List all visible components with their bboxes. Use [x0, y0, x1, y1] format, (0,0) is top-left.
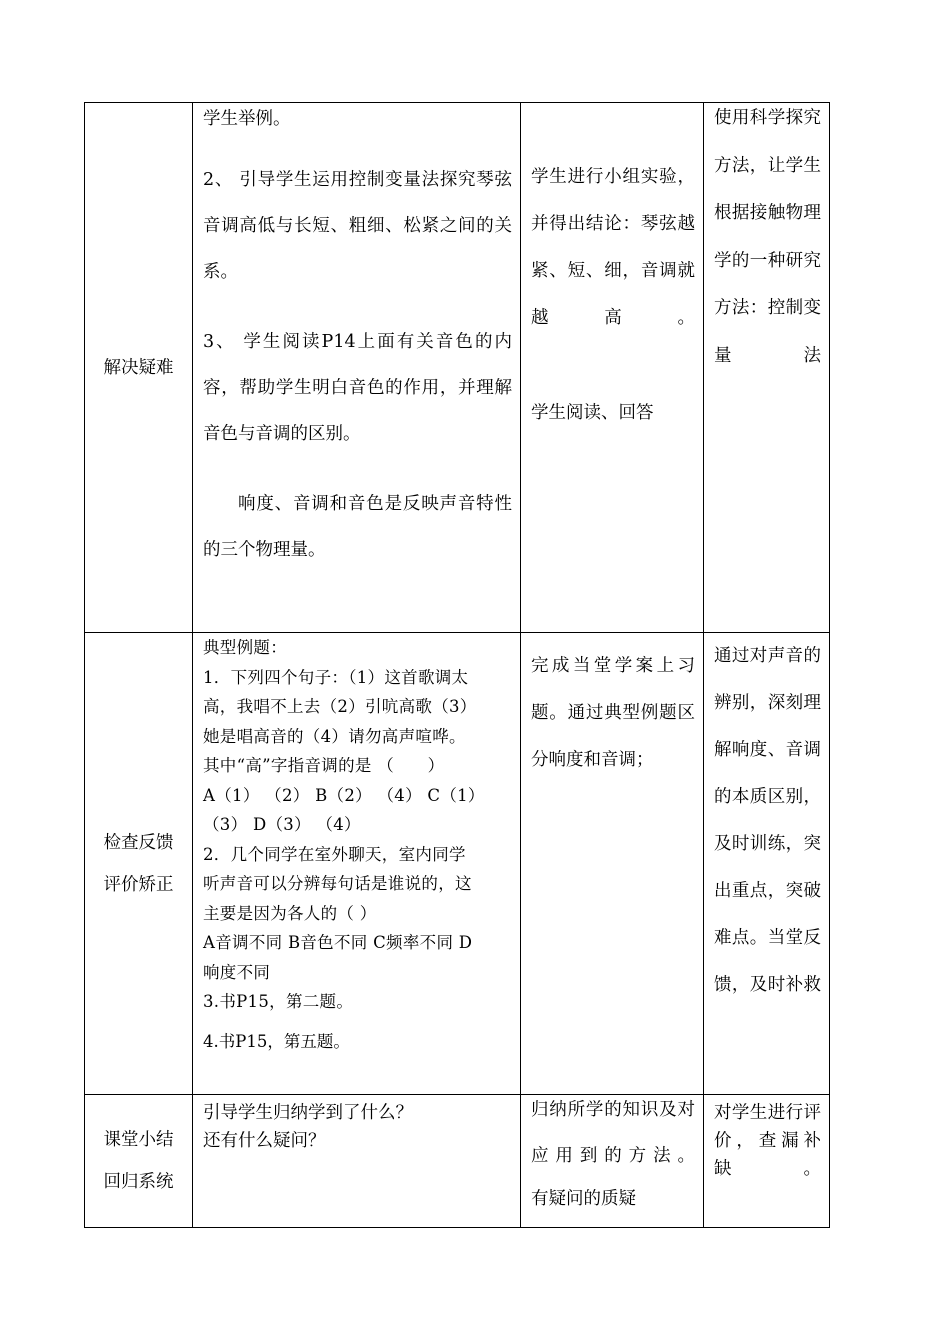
teacher-line: 她是唱高音的（4）请勿高声喧哗。: [203, 726, 466, 746]
intent-text: 对学生进行评价，查漏补缺。: [714, 1103, 821, 1179]
teacher-line: 高，我唱不上去（2）引吭高歌（3）: [203, 697, 477, 716]
stage-line: 解决疑难: [103, 357, 174, 378]
stage-cell: [85, 103, 193, 633]
student-activity-cell: [521, 1095, 704, 1228]
student-text: 完成当堂学案上习题。通过典型例题区分响度和音调；: [531, 656, 695, 770]
student-text: 归纳所学的知识及对应用到的方法。: [531, 1100, 695, 1166]
design-intent-cell: [704, 103, 830, 633]
stage-cell: [85, 1095, 193, 1228]
teacher-activity-cell: [193, 103, 521, 633]
stage-label: [104, 347, 174, 389]
teacher-line: 3.书P15，第二题。: [203, 992, 354, 1011]
student-activity-cell: [521, 103, 704, 633]
lesson-plan-table: [84, 102, 830, 1228]
teacher-line: 4.书P15，第五题。: [203, 1031, 350, 1051]
teacher-line: A（1） （2） B（2） （4） C（1）: [203, 785, 485, 805]
teacher-line: 1．下列四个句子：（1）这首歌调太: [203, 667, 469, 687]
stage-label: [104, 1119, 174, 1203]
teacher-text: 3、 学生阅读P14上面有关音色的内容，帮助学生明白音色的作用，并理解音色与音调的区别。: [203, 332, 512, 444]
teacher-line: 主要是因为各人的（ ）: [203, 903, 377, 923]
teacher-line: 其中“高”字指音调的是 （ ）: [203, 756, 445, 775]
teacher-line: 听声音可以分辨每句话是谁说的，这: [203, 874, 472, 893]
design-intent-cell: [704, 633, 830, 1095]
teacher-line: 引导学生归纳学到了什么？: [203, 1103, 413, 1123]
teacher-line: 典型例题：: [203, 638, 287, 657]
student-text: 有疑问的质疑: [531, 1189, 636, 1209]
teacher-text: 2、 引导学生运用控制变量法探究琴弦音调高低与长短、粗细、松紧之间的关系。: [203, 170, 512, 282]
student-text: 学生进行小组实验，并得出结论：琴弦越紧、短、细，音调就越高。: [531, 167, 695, 328]
design-intent-cell: [704, 1095, 830, 1228]
table-row: [85, 1095, 830, 1228]
intent-text: 使用科学探究方法，让学生根据接触物理学的一种研究方法：控制变量法: [714, 108, 821, 366]
stage-label: [104, 822, 174, 906]
student-activity-cell: [521, 633, 704, 1095]
student-text: 学生阅读、回答: [531, 403, 654, 423]
teacher-line: A音调不同 B音色不同 C频率不同 D: [203, 933, 473, 952]
stage-line: 检查反馈: [103, 832, 174, 853]
teacher-activity-cell: [193, 1095, 521, 1228]
stage-cell: [85, 633, 193, 1095]
teacher-text: 响度、音调和音色是反映声音特性的三个物理量。: [203, 494, 512, 560]
stage-line: 回归系统: [103, 1172, 174, 1192]
teacher-line: 还有什么疑问？: [203, 1131, 326, 1151]
stage-line: 评价矫正: [103, 874, 174, 895]
intent-text: 通过对声音的辨别，深刻理解响度、音调的本质区别，及时训练，突出重点，突破难点。当堂反馈，及时补救: [714, 646, 821, 995]
teacher-text: 学生举例。: [203, 109, 291, 129]
teacher-activity-cell: [193, 633, 521, 1095]
teacher-line: 响度不同: [203, 962, 271, 982]
teacher-line: 2．几个同学在室外聊天，室内同学: [203, 844, 466, 864]
table-row: [85, 633, 830, 1095]
teacher-line: （3） D（3） （4）: [203, 815, 361, 834]
stage-line: 课堂小结: [103, 1130, 174, 1150]
table-row: [85, 103, 830, 633]
